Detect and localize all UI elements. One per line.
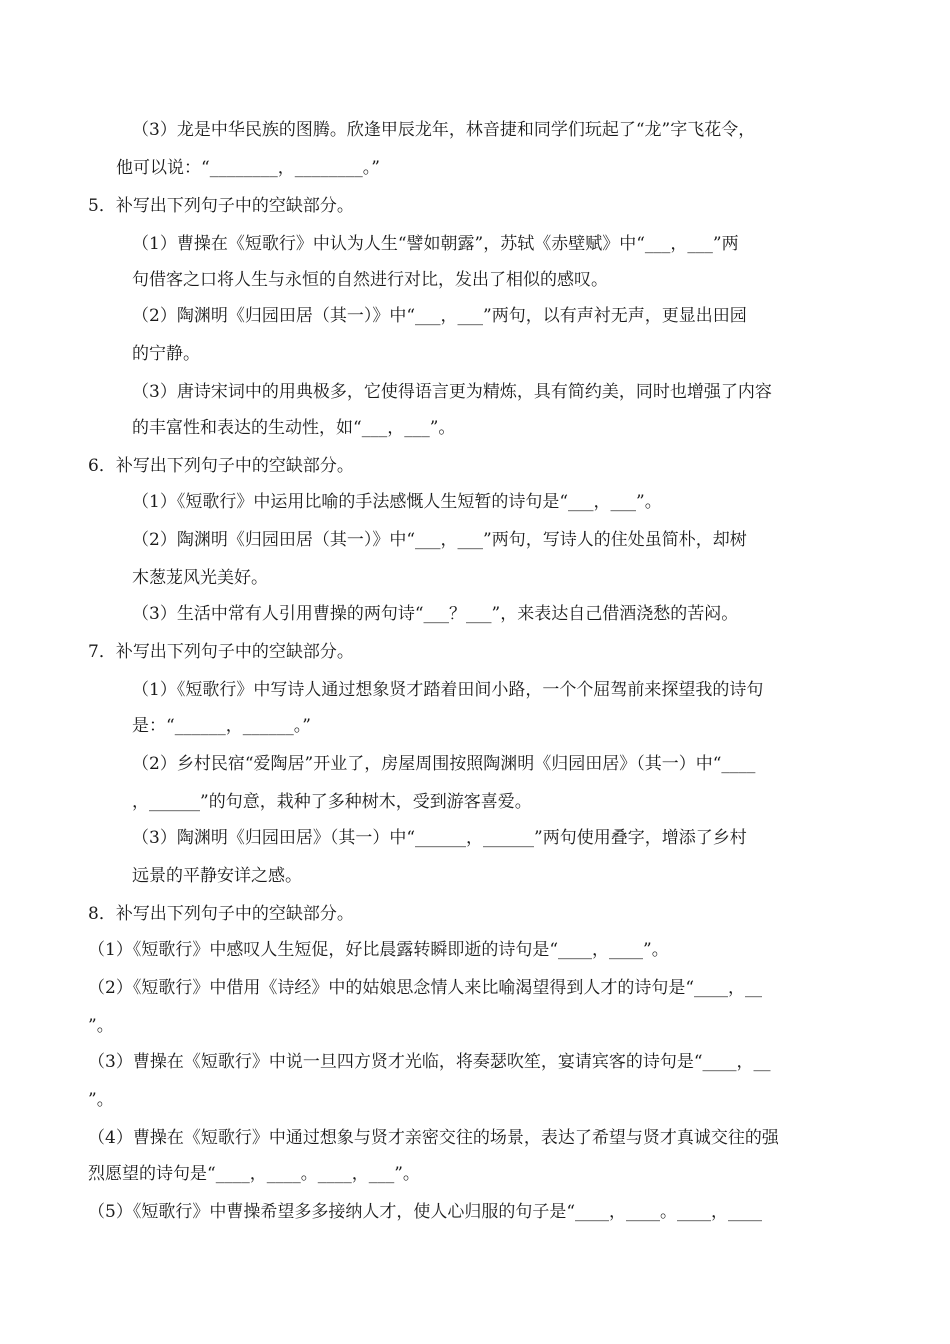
q8-item-4-text: （4）曹操在《短歌行》中通过想象与贤才亲密交往的场景，表达了希望与贤才真诚交往的强 [88,1128,779,1148]
question-6-heading: 6．补写出下列句子中的空缺部分。 [88,456,354,476]
q5-item-3-text-cont: 的丰富性和表达的生动性，如“___，___”。 [132,418,456,438]
question-7-heading: 7．补写出下列句子中的空缺部分。 [88,642,354,662]
q8-item-5-text: （5）《短歌行》中曹操希望多多接纳人才，使人心归服的句子是“____，____。____，____ [88,1202,763,1222]
q7-item-1-text: （1）《短歌行》中写诗人通过想象贤才踏着田间小路，一个个屈驾前来探望我的诗句 [132,680,764,700]
q8-item-2-text-cont: ”。 [88,1016,114,1036]
question-5-heading: 5．补写出下列句子中的空缺部分。 [88,196,354,216]
q4-item-3-text: （3）龙是中华民族的图腾。欣逢甲辰龙年，林音捷和同学们玩起了“龙”字飞花令， [132,120,756,140]
question-8-heading: 8．补写出下列句子中的空缺部分。 [88,904,354,924]
q8-item-1-text: （1）《短歌行》中感叹人生短促，好比晨露转瞬即逝的诗句是“____，____”。 [88,940,669,960]
q8-item-2-text: （2）《短歌行》中借用《诗经》中的姑娘思念情人来比喻渴望得到人才的诗句是“____，__ [88,978,763,998]
q7-item-2-text: （2）乡村民宿“爱陶居”开业了，房屋周围按照陶渊明《归园田居》（其一）中“____ [132,754,756,774]
q7-item-1-text-cont: 是：“______，______。” [132,716,311,736]
q6-item-3-text: （3）生活中常有人引用曹操的两句诗“___？___”，来表达自己借酒浇愁的苦闷。 [132,604,739,624]
q5-item-3-text: （3）唐诗宋词中的用典极多，它使得语言更为精炼，具有简约美，同时也增强了内容 [132,382,772,402]
q4-item-3-answer-line: 他可以说：“________，________。” [116,158,380,178]
q5-item-2-text-cont: 的宁静。 [132,344,200,364]
q7-item-2-text-cont: ，______”的句意，栽种了多种树木，受到游客喜爱。 [132,792,532,812]
q5-item-2-text: （2）陶渊明《归园田居（其一）》中“___，___”两句，以有声衬无声，更显出田园 [132,306,747,326]
q8-item-3-text-cont: ”。 [88,1090,114,1110]
q5-item-1-text: （1）曹操在《短歌行》中认为人生“譬如朝露”，苏轼《赤壁赋》中“___，___”两 [132,234,739,254]
q6-item-2-text: （2）陶渊明《归园田居（其一）》中“___，___”两句，写诗人的住处虽简朴，却树 [132,530,747,550]
q8-item-4-text-cont: 烈愿望的诗句是“____，____。____，___”。 [88,1164,420,1184]
q8-item-3-text: （3）曹操在《短歌行》中说一旦四方贤才光临，将奏瑟吹笙，宴请宾客的诗句是“____，__ [88,1052,771,1072]
q6-item-1-text: （1）《短歌行》中运用比喻的手法感慨人生短暂的诗句是“___，___”。 [132,492,662,512]
q7-item-3-text-cont: 远景的平静安详之感。 [132,866,302,886]
q5-item-1-text-cont: 句借客之口将人生与永恒的自然进行对比，发出了相似的感叹。 [132,270,608,290]
q6-item-2-text-cont: 木葱茏风光美好。 [132,568,268,588]
q7-item-3-text: （3）陶渊明《归园田居》（其一）中“______，______”两句使用叠字，增添了乡村 [132,828,747,848]
